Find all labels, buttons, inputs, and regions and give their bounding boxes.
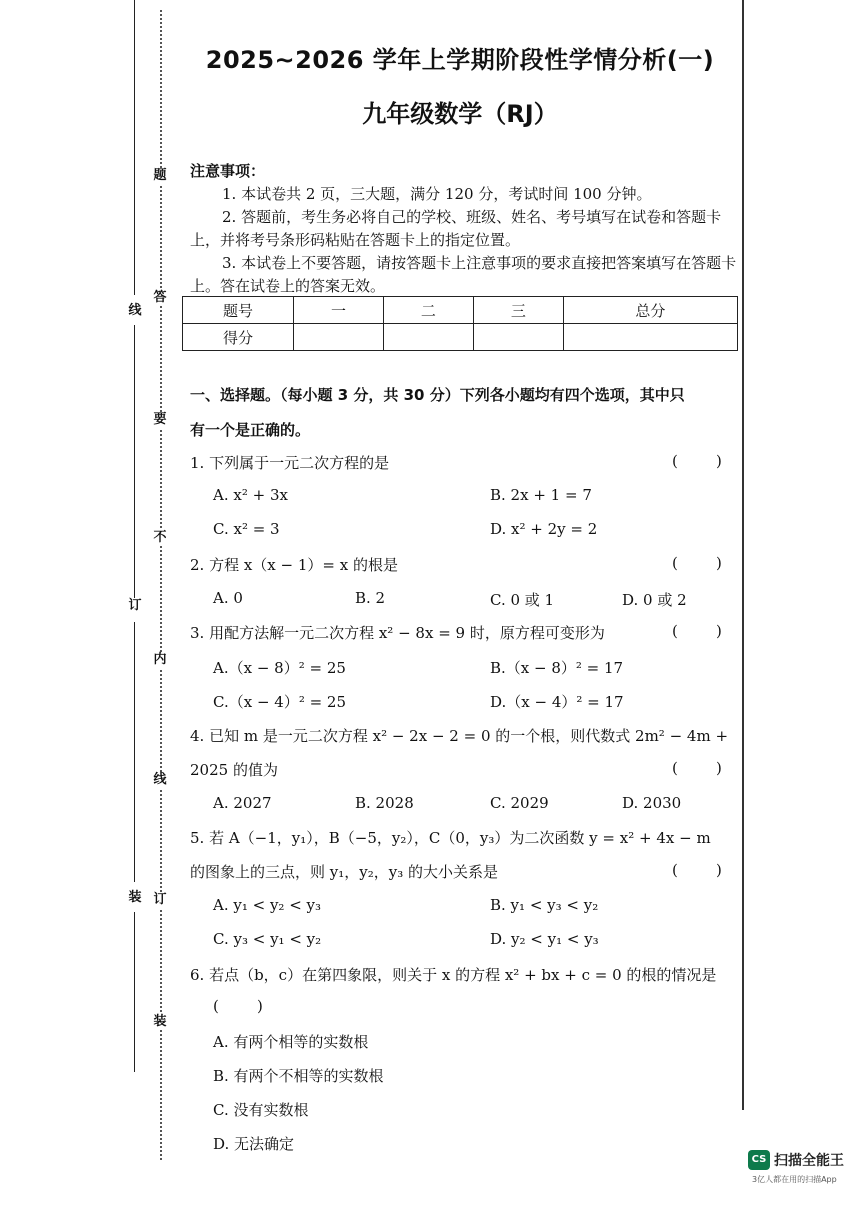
q1-option-d: D. x² + 2y = 2 bbox=[490, 520, 598, 538]
q5-option-d: D. y₂ < y₁ < y₃ bbox=[490, 930, 599, 948]
q4-stem-line1: 4. 已知 m 是一元二次方程 x² − 2x − 2 = 0 的一个根，则代数式 2m² − 4m + bbox=[190, 727, 729, 745]
binding-label-zhuang: 装 bbox=[126, 890, 144, 906]
q4-stem-line2: 2025 的值为 bbox=[190, 761, 278, 779]
q6-option-a: A. 有两个相等的实数根 bbox=[213, 1033, 369, 1051]
q6-option-d: D. 无法确定 bbox=[213, 1135, 295, 1153]
q3-option-a: A.（x − 8）² = 25 bbox=[213, 659, 346, 677]
q5-answer-paren: ( ) bbox=[672, 861, 722, 879]
q3-answer-paren: ( ) bbox=[672, 622, 722, 640]
score-cell-total bbox=[563, 324, 737, 351]
section1-heading-line2: 有一个是正确的。 bbox=[190, 421, 311, 439]
margin-char-nei: 内 bbox=[153, 652, 167, 667]
margin-char-yao: 要 bbox=[153, 412, 167, 427]
q5-stem-line2: 的图象上的三点，则 y₁，y₂，y₃ 的大小关系是 bbox=[190, 863, 498, 881]
binding-line-low bbox=[134, 622, 135, 882]
q3-option-c: C.（x − 4）² = 25 bbox=[213, 693, 347, 711]
q4-option-a: A. 2027 bbox=[213, 794, 272, 812]
q3-option-b: B.（x − 8）² = 17 bbox=[490, 659, 624, 677]
q5-option-a: A. y₁ < y₂ < y₃ bbox=[213, 896, 322, 914]
q1-stem: 1. 下列属于一元二次方程的是 bbox=[190, 454, 390, 472]
q5-option-b: B. y₁ < y₃ < y₂ bbox=[490, 896, 599, 914]
q1-option-c: C. x² = 3 bbox=[213, 520, 280, 538]
notes-item-3: 3. 本试卷上不要答题，请按答题卡上注意事项的要求直接把答案填写在答题卡上。答在试卷上的答案无效。 bbox=[190, 254, 737, 295]
notes-heading: 注意事项： bbox=[190, 162, 266, 180]
notes-item-2: 2. 答题前，考生务必将自己的学校、班级、姓名、考号填写在试卷和答题卡上，并将考号条形码粘贴在答题卡上的指定位置。 bbox=[190, 208, 722, 249]
margin-char-zhuang: 装 bbox=[153, 1014, 167, 1029]
score-table-header-row bbox=[183, 297, 738, 324]
q2-stem: 2. 方程 x（x − 1）= x 的根是 bbox=[190, 556, 398, 574]
page-subtitle: 九年级数学（RJ） bbox=[362, 100, 558, 128]
camscanner-brand: 扫描全能王 bbox=[774, 1153, 844, 1169]
q3-option-d: D.（x − 4）² = 17 bbox=[490, 693, 624, 711]
q6-stem-line1: 6. 若点（b，c）在第四象限，则关于 x 的方程 x² + bx + c = 0 的根的情况是 bbox=[190, 966, 717, 984]
q5-stem-line1: 5. 若 A（−1，y₁），B（−5，y₂），C（0，y₃）为二次函数 y = x² + 4x − m bbox=[190, 829, 711, 847]
page-title: 2025~2026 学年上学期阶段性学情分析(一) bbox=[205, 46, 715, 74]
q3-stem: 3. 用配方法解一元二次方程 x² − 8x = 9 时，原方程可变形为 bbox=[190, 624, 605, 642]
q4-option-c: C. 2029 bbox=[490, 794, 549, 812]
binding-line-mid bbox=[134, 325, 135, 605]
margin-char-da: 答 bbox=[153, 290, 167, 305]
q2-option-a: A. 0 bbox=[213, 589, 243, 607]
q1-option-b: B. 2x + 1 = 7 bbox=[490, 486, 592, 504]
binding-label-ding: 订 bbox=[126, 598, 144, 614]
score-header-1: 一 bbox=[294, 297, 384, 324]
score-cell-3 bbox=[473, 324, 563, 351]
margin-char-bu: 不 bbox=[153, 530, 167, 545]
notes-block bbox=[190, 160, 740, 298]
q4-option-d: D. 2030 bbox=[622, 794, 682, 812]
q2-option-d: D. 0 或 2 bbox=[622, 591, 687, 609]
score-header-2: 二 bbox=[383, 297, 473, 324]
q4-option-b: B. 2028 bbox=[355, 794, 414, 812]
camscanner-tagline: 3亿人都在用的扫描App bbox=[752, 1175, 837, 1184]
score-cell-2 bbox=[383, 324, 473, 351]
score-cell-1 bbox=[294, 324, 384, 351]
margin-char-ti: 题 bbox=[153, 168, 167, 183]
q6-answer-paren: ( ) bbox=[213, 997, 263, 1015]
binding-label-xian: 线 bbox=[126, 303, 144, 319]
q6-option-c: C. 没有实数根 bbox=[213, 1101, 309, 1119]
score-header-number: 题号 bbox=[183, 297, 294, 324]
score-header-3: 三 bbox=[473, 297, 563, 324]
notes-item-1: 1. 本试卷共 2 页，三大题，满分 120 分，考试时间 100 分钟。 bbox=[222, 185, 652, 203]
q4-answer-paren: ( ) bbox=[672, 759, 722, 777]
score-table-score-row bbox=[183, 324, 738, 351]
score-row-label: 得分 bbox=[183, 324, 294, 351]
binding-line-top bbox=[134, 0, 135, 295]
score-header-total: 总分 bbox=[563, 297, 737, 324]
q2-option-b: B. 2 bbox=[355, 589, 386, 607]
margin-char-ding: 订 bbox=[153, 892, 167, 907]
q6-option-b: B. 有两个不相等的实数根 bbox=[213, 1067, 384, 1085]
q1-option-a: A. x² + 3x bbox=[213, 486, 288, 504]
q1-answer-paren: ( ) bbox=[672, 452, 722, 470]
section1-heading-line1: 一、选择题。（每小题 3 分，共 30 分）下列各小题均有四个选项，其中只 bbox=[190, 386, 685, 404]
camscanner-logo-icon: CS bbox=[748, 1150, 770, 1170]
q2-option-c: C. 0 或 1 bbox=[490, 591, 555, 609]
right-border-line bbox=[742, 0, 744, 1110]
score-table bbox=[182, 296, 738, 351]
binding-line-bottom bbox=[134, 912, 135, 1072]
q5-option-c: C. y₃ < y₁ < y₂ bbox=[213, 930, 322, 948]
margin-char-xian: 线 bbox=[153, 772, 167, 787]
q2-answer-paren: ( ) bbox=[672, 554, 722, 572]
